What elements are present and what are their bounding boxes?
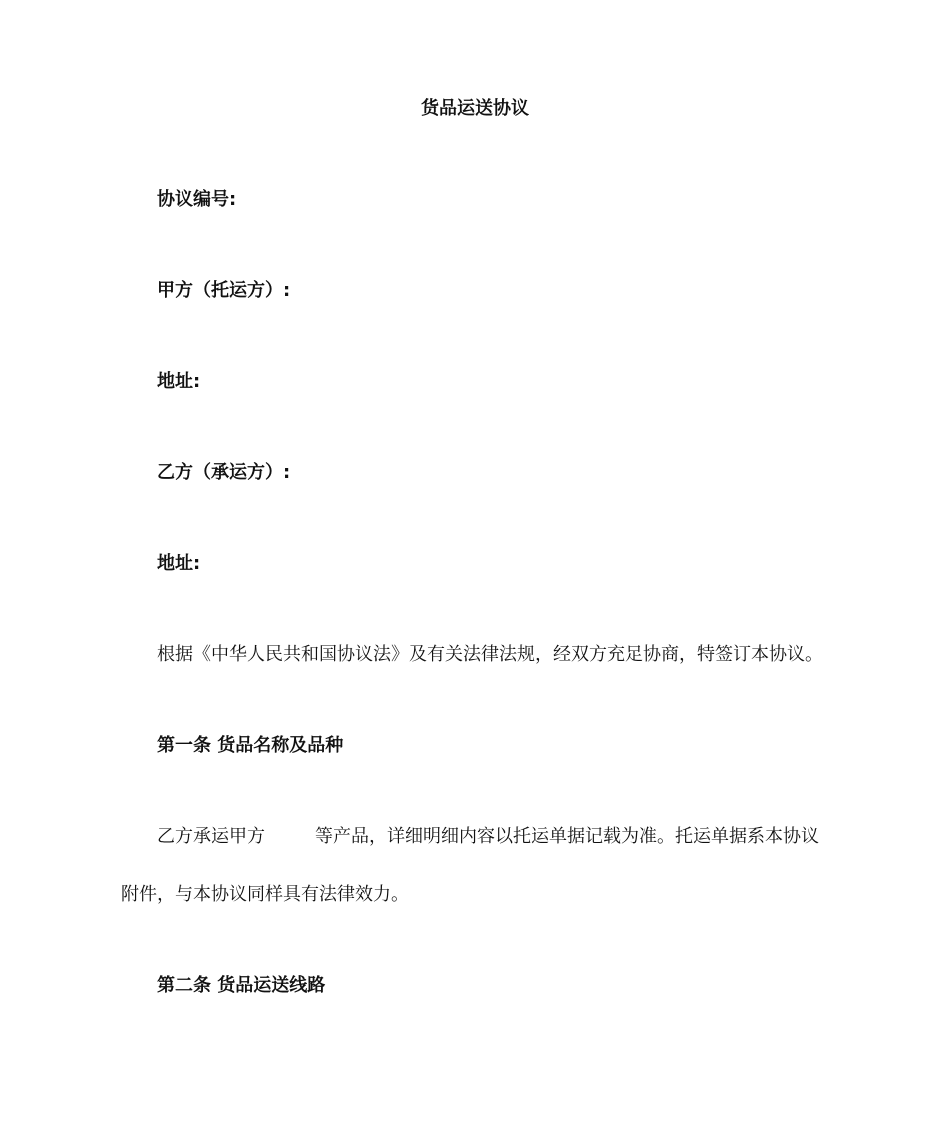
article-1-heading: 第一条 货品名称及品种 [157, 735, 344, 756]
article-1-line-2: 附件，与本协议同样具有法律效力。 [121, 884, 409, 905]
agreement-number-label: 协议编号: [157, 189, 237, 210]
party-b-address-label: 地址: [157, 553, 201, 574]
article-1-line-1-part-2: 等产品，详细明细内容以托运单据记载为准。托运单据系本协议 [315, 826, 819, 847]
article-2-heading: 第二条 货品运送线路 [157, 975, 326, 996]
article-1-line-1 [0, 825, 950, 849]
party-b-label: 乙方（承运方）: [157, 462, 291, 483]
party-a-address-label: 地址: [157, 371, 201, 392]
preamble-paragraph: 根据《中华人民共和国协议法》及有关法律法规，经双方充足协商，特签订本协议。 [157, 644, 823, 665]
article-1-line-1-part-1: 乙方承运甲方 [157, 826, 265, 847]
document-title: 货品运送协议 [421, 98, 529, 119]
party-a-label: 甲方（托运方）: [157, 280, 291, 301]
